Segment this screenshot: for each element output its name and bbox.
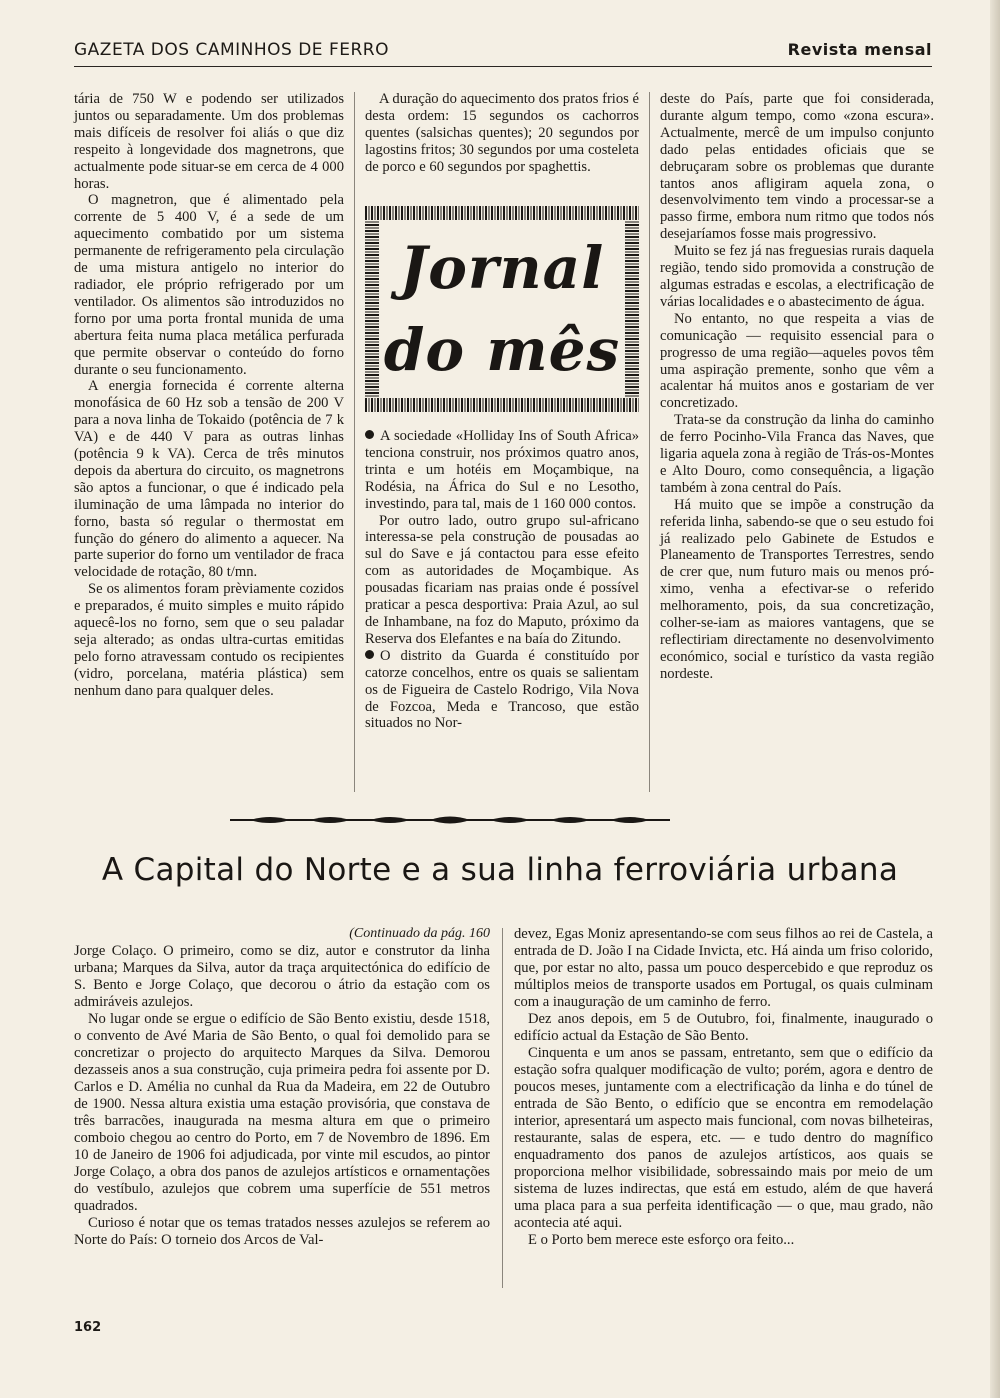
paragraph: Cinquenta e um anos se passam, entretanto, sem que o edifício da estação sofra qualquer modificação de vulto; porém, agora e dentro de poucos meses, juntamente com a electrificação da linha e do túnel de entrada de São Bento, o edifício que se encontra em remodelação interior, apresentará um aspecto mais funcional, com novas bilheteiras, restaurante, salas de espera, etc. — e tudo dentro do magnífico enquadramento dos panos de azulejos artísticos, aos quais se proporciona melhor visibilidade, sobressaindo mais por meio de um sistema de luzes indirectas, que está em estudo, além de que haverá uma placa para a sua perfeita identificação — o que, mau grado, não acontecia até aqui. xyxy=(514,1045,933,1231)
news-item-text: A sociedade «Holliday Ins of South Africa» tenciona construir, nos próximos quatro anos, trinta e um hotéis em Moçambique, na Rodésia, na África do Sul e no Lesotho, investindo, para tal, mais de 1 160 000 contos. xyxy=(365,428,639,512)
paragraph: E o Porto bem merece este esforço ora feito... xyxy=(528,1232,795,1248)
jornal-do-mes-banner xyxy=(365,206,639,412)
page-edge xyxy=(990,0,1000,1398)
ornamental-rule xyxy=(230,812,670,828)
paragraph: Jorge Colaço. O primeiro, como se diz, autor e construtor da linha urbana; Marques da Silva, autor da traça arquitectónica do edifício de S. Bento e Jorge Colaço, que decorou o átrio da estação com os admiráveis azulejos. xyxy=(74,943,490,1010)
paragraph: Dez anos depois, em 5 de Outubro, foi, finalmente, inaugurado o edifício actual da Estação de São Bento. xyxy=(514,1011,933,1044)
paragraph: O magnetron, que é alimentado pela corrente de 5 400 V, é a sede de um aquecimento combatido por um sistema permanente de refrigeramento pela circulação de uma mistura antigelo no interior do radiador, ele próprio refrigerado por um ventilador. Os alimentos são introduzidos no forno por uma porta frontal munida de uma abertura feita numa placa metálica perfurada que permite observar o conteúdo do forno durante o seu funcionamento. xyxy=(74,192,344,378)
paragraph: No entanto, no que respeita a vias de comunicação — requisito essencial para o progresso de uma região—aqueles povos têm uma aspiração premente, sonho que vêm a acalentar há muitos anos e gostariam de ver concretizado. xyxy=(660,310,934,412)
column-2-news xyxy=(365,428,639,732)
article-column-2 xyxy=(514,926,933,1249)
paragraph: Curioso é notar que os temas tratados nesses azulejos se referem ao Norte do País: O torneio dos Arcos de Val- xyxy=(74,1215,490,1248)
continued-note: (Continuado da pág. 160 xyxy=(349,926,490,941)
bullet-icon xyxy=(365,430,374,439)
column-divider xyxy=(649,92,650,792)
column-divider xyxy=(354,92,355,792)
paragraph: A energia fornecida é corrente alterna monofásica de 60 Hz sob a tensão de 200 V para a nova linha de Tokaido (potência de 7 k VA) e de 440 V para as outras linhas (potência 9 k VA). Cerca de três minutos depois da abertura do circuito, os magnetrons são aptos a funcionar, o que é indicado pela iluminação de uma lâmpada no interior do forno, basta só regular o thermostat em função do género do alimento a aquecer. Na parte superior do forno um ventilador de fraca velocidade de rotação, 80 t/mn. xyxy=(74,378,344,581)
paragraph: deste do País, parte que foi considerada, durante algum tempo, como «zona escura». Actualmente, mercê de um impulso conjunto dado pelas entidades oficiais que se debruçaram sobre os problemas que durante tantos anos afligiram aquela zona, o desenvolvimento tem vindo a processar-se a passo firme, embora num ritmo que todos nós desejaríamos fosse mais progressivo. xyxy=(660,91,934,243)
paragraph: tária de 750 W e podendo ser utilizados juntos ou separadamente. Um dos problemas mais difíceis de resolver foi aliás o que diz respeito à longevidade dos magnetrons, que actualmente pode situar-se em cerca de 4 000 horas. xyxy=(74,91,344,192)
news-item xyxy=(365,648,639,733)
publication-frequency: Revista mensal xyxy=(787,40,932,59)
news-item-text: O distrito da Guarda é constituído por catorze concelhos, entre os quais se salientam os de Figueira de Castelo Rodrigo, Vila Nova de Fozcoa, Meda e Trancoso, que estão situados no Nor- xyxy=(365,647,639,732)
jornal-title-line1: Jornal xyxy=(399,234,605,302)
paragraph: No lugar onde se ergue o edifício de São Bento existiu, desde 1518, o convento de Avé Maria de São Bento, o qual foi demolido para se concretizar o projecto do arquitecto Marques da Silva. Demorou dezasseis anos a sua construção, cuja primeira pedra foi assente por D. Carlos e D. Amélia no cunhal da Rua da Madeira, em 22 de Outubro de 1900. Nessa altura existia uma estação provisória, que constava de três barracões, inaugurada na mesma altura em que o primeiro comboio chegou ao centro do Porto, em 7 de Novembro de 1896. Em 10 de Janeiro de 1906 foi adjudicada, por vinte mil escudos, ao pintor Jorge Colaço, a obra dos panos de azulejos artísticos e ornamentações do vestíbulo, azulejos que cobrem uma superfície de 551 metros quadrados. xyxy=(74,1011,490,1214)
column-3 xyxy=(660,91,934,683)
publication-title: GAZETA DOS CAMINHOS DE FERRO xyxy=(74,40,389,60)
page-number: 162 xyxy=(74,1320,102,1335)
bullet-icon xyxy=(365,650,374,659)
article-column-1 xyxy=(74,943,490,1249)
paragraph: Trata-se da construção da linha do caminho de ferro Pocinho-Vila Franca das Naves, que ligaria aquela zona à região de Trás-os-Montes e Alto Douro, como consequência, a ligação também à zona central do País. xyxy=(660,412,934,496)
paragraph: Muito se fez já nas freguesias rurais daquela região, tendo sido promovida a construção de algumas estradas e escolas, a electrificação de várias localidades e o abastecimento de água. xyxy=(660,243,934,310)
paragraph: Há muito que se impõe a construção da referida linha, sabendo-se que o seu estudo foi já realizado pelo Gabinete de Estudos e Planeamento de Transportes Terrestres, sendo de crer que, num futuro mais ou menos próximo, venha a efectivar-se o referido melhoramento, pois, da sua concretização, colher-se-iam as maiores vantagens, que se reflectiriam directamente no desenvolvimento económico, social e turístico da vasta região nordeste. xyxy=(660,496,934,682)
article-title: A Capital do Norte e a sua linha ferroviária urbana xyxy=(101,852,899,888)
paragraph: Por outro lado, outro grupo sul-africano interessa-se pela construção de pousadas ao sul do Save e já contactou para esse efeito com as autoridades de Moçambique. As pousadas ficariam nas praias onde é possível praticar a pesca desportiva: Praia Azul, ao sul de Inhambane, na foz do Maputo, próximo da Reserva dos Elefantes e na baía do Zitundo. xyxy=(365,512,639,647)
paragraph: A duração do aquecimento dos pratos frios é desta ordem: 15 segundos os cachorros quentes (salsichas quentes); 20 segundos por lagostins fritos; 30 segundos por uma costeleta de porco e 60 segundos por spaghettis. xyxy=(365,91,639,175)
paragraph: devez, Egas Moniz apresentando-se com seus filhos ao rei de Castela, a entrada de D. João I na Cidade Invicta, etc. Há ainda um friso colorido, que, por estar no alto, passa um pouco despercebido e que reproduz os múltiplos meios de transporte usados em Portugal, os quais culminam com a inauguração de um caminho de ferro. xyxy=(514,926,933,1010)
column-divider xyxy=(502,928,503,1288)
paragraph: Se os alimentos foram prèviamente cozidos e preparados, é muito simples e muito rápido aquecê-los no forno, sem que o seu paladar seja alterado; as ondas ultra-curtas emitidas pelo forno atravessam contudo os recipientes (vidro, porcelana, matéria plástica) sem nenhum dano para qualquer deles. xyxy=(74,581,344,699)
column-1 xyxy=(74,91,344,700)
column-2 xyxy=(365,91,639,176)
page-header xyxy=(74,38,932,67)
jornal-title-line2: do mês xyxy=(383,316,621,384)
news-item xyxy=(365,428,639,513)
